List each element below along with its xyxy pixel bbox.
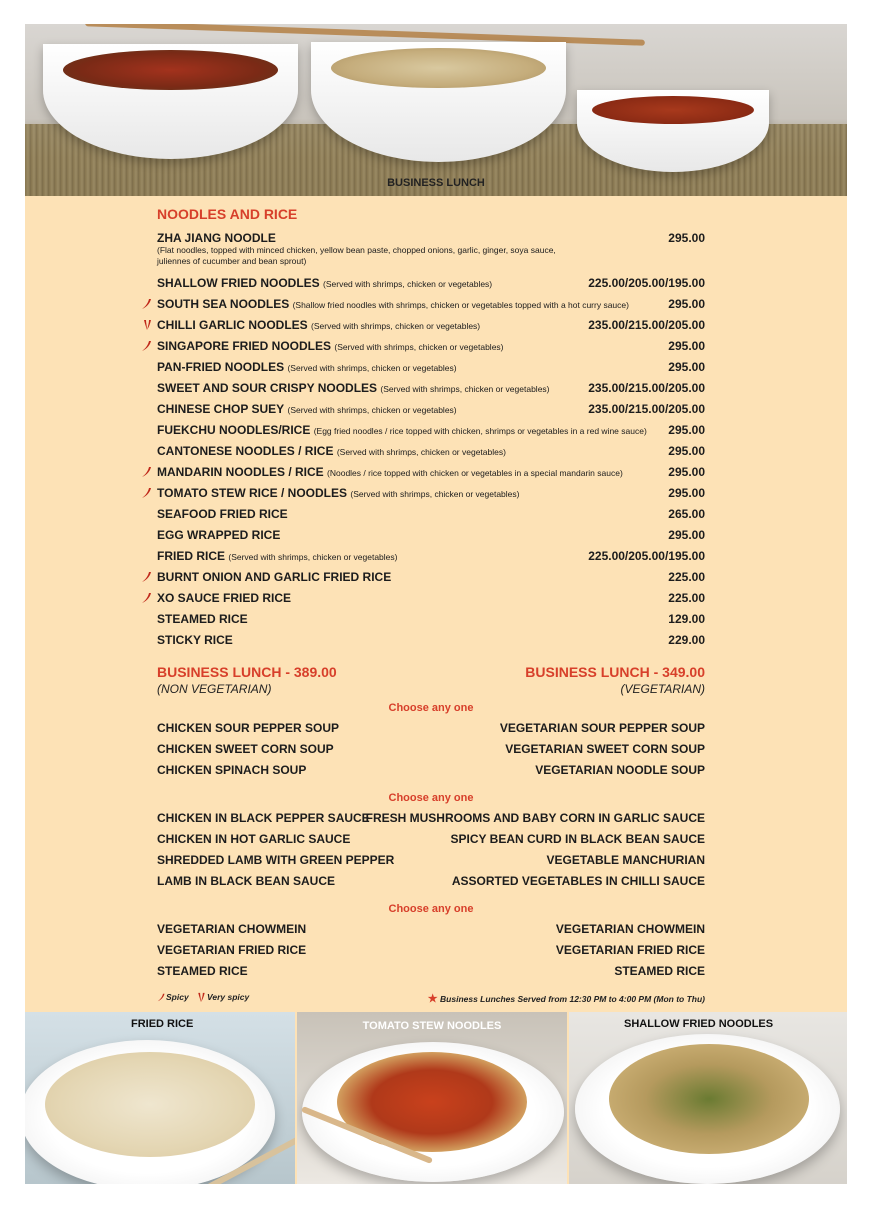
item-price: 129.00 bbox=[668, 612, 705, 626]
item-name: SEAFOOD FRIED RICE bbox=[157, 507, 288, 521]
veg-option: STEAMED RICE bbox=[614, 964, 705, 978]
menu-item bbox=[157, 231, 705, 276]
menu-item bbox=[157, 297, 705, 318]
menu-item bbox=[157, 549, 705, 570]
nonveg-option: CHICKEN SOUR PEPPER SOUP bbox=[157, 721, 340, 735]
item-description: (Served with shrimps, chicken or vegetables) bbox=[380, 384, 550, 394]
menu-item bbox=[157, 276, 705, 297]
choose-any-one-label: Choose any one bbox=[388, 792, 474, 804]
top-food-photo bbox=[25, 24, 847, 196]
caption-shallow-fried-noodles: SHALLOW FRIED NOODLES bbox=[624, 1018, 774, 1030]
section-title: NOODLES AND RICE bbox=[157, 206, 298, 222]
item-price: 295.00 bbox=[668, 231, 705, 245]
veg-option: VEGETABLE MANCHURIAN bbox=[546, 853, 705, 867]
lunch-option-row bbox=[157, 811, 705, 832]
item-price: 235.00/215.00/205.00 bbox=[588, 318, 705, 332]
item-name: SHALLOW FRIED NOODLES bbox=[157, 276, 320, 290]
veg-option: VEGETARIAN NOODLE SOUP bbox=[535, 763, 705, 777]
menu-item bbox=[157, 360, 705, 381]
item-description: (Noodles / rice topped with chicken or vegetables in a special mandarin sauce) bbox=[327, 468, 623, 478]
item-name: FRIED RICE bbox=[157, 549, 226, 563]
veg-option: VEGETARIAN SOUR PEPPER SOUP bbox=[499, 721, 705, 735]
item-price: 295.00 bbox=[668, 486, 705, 500]
chili-icon bbox=[141, 571, 153, 583]
chili-icon bbox=[141, 298, 153, 310]
menu-item bbox=[157, 423, 705, 444]
menu-page bbox=[25, 24, 847, 1184]
fried-rice-dish bbox=[45, 1052, 255, 1157]
menu-item bbox=[157, 318, 705, 339]
item-price: 265.00 bbox=[668, 507, 705, 521]
item-name: CHILLI GARLIC NOODLES bbox=[157, 318, 308, 332]
business-lunch-header bbox=[157, 664, 705, 700]
choose-any-one-label: Choose any one bbox=[388, 903, 474, 915]
item-name: ZHA JIANG NOODLE bbox=[157, 231, 276, 245]
item-description: (Served with shrimps, chicken or vegetables) bbox=[350, 489, 520, 499]
lunch-hours-text: Business Lunches Served from 12:30 PM to 4:00 PM (Mon to Thu) bbox=[440, 994, 705, 1004]
business-lunch-choices bbox=[157, 700, 705, 985]
item-price: 225.00/205.00/195.00 bbox=[588, 276, 705, 290]
lunch-option-row bbox=[157, 853, 705, 874]
item-name: TOMATO STEW RICE / NOODLES bbox=[157, 486, 348, 500]
menu-items bbox=[157, 231, 705, 654]
lunch-option-row bbox=[157, 964, 705, 985]
item-price: 295.00 bbox=[668, 360, 705, 374]
business-lunch-nonveg-sub: (NON VEGETARIAN) bbox=[157, 682, 272, 696]
legend-spicy-label: Spicy bbox=[166, 992, 189, 1002]
item-name: XO SAUCE FRIED RICE bbox=[157, 591, 292, 605]
menu-item bbox=[157, 528, 705, 549]
item-name: PAN-FRIED NOODLES bbox=[157, 360, 285, 374]
item-description: (Served with shrimps, chicken or vegetables) bbox=[334, 342, 504, 352]
photo-tomato-stew-noodles bbox=[297, 1012, 567, 1184]
nonveg-option: CHICKEN IN BLACK PEPPER SAUCE bbox=[157, 811, 370, 825]
chili-icon bbox=[141, 340, 153, 352]
legend bbox=[157, 990, 705, 1008]
item-price: 295.00 bbox=[668, 528, 705, 542]
bottom-photos bbox=[25, 1012, 847, 1184]
nonveg-option: LAMB IN BLACK BEAN SAUCE bbox=[157, 874, 335, 888]
item-name: BURNT ONION AND GARLIC FRIED RICE bbox=[157, 570, 392, 584]
lunch-option-row bbox=[157, 922, 705, 943]
item-description: (Served with shrimps, chicken or vegetables) bbox=[228, 552, 398, 562]
nonveg-option: CHICKEN SPINACH SOUP bbox=[157, 763, 307, 777]
veg-option: VEGETARIAN CHOWMEIN bbox=[555, 922, 705, 936]
lunch-option-row bbox=[157, 832, 705, 853]
item-name: SOUTH SEA NOODLES bbox=[157, 297, 290, 311]
nonveg-option: STEAMED RICE bbox=[157, 964, 248, 978]
menu-item bbox=[157, 612, 705, 633]
menu-item bbox=[157, 591, 705, 612]
item-description: (Shallow fried noodles with shrimps, chicken or vegetables topped with a hot curry sauce) bbox=[292, 300, 629, 310]
item-description: (Served with shrimps, chicken or vegetables) bbox=[287, 363, 457, 373]
banner-title: BUSINESS LUNCH bbox=[387, 177, 485, 189]
item-description: (Flat noodles, topped with minced chicken, yellow bean paste, chopped onions, garlic, ginger, soya sauce, juliennes of cucumber and bean sprout) bbox=[157, 245, 556, 266]
nonveg-option: CHICKEN SWEET CORN SOUP bbox=[157, 742, 334, 756]
item-description: (Egg fried noodles / rice topped with chicken, shrimps or vegetables in a red wine sauce) bbox=[313, 426, 647, 436]
menu-item bbox=[157, 570, 705, 591]
item-price: 225.00 bbox=[668, 591, 705, 605]
veg-option: SPICY BEAN CURD IN BLACK BEAN SAUCE bbox=[450, 832, 705, 846]
item-description: (Served with shrimps, chicken or vegetables) bbox=[323, 279, 493, 289]
star-icon: ★ bbox=[427, 993, 438, 1005]
menu-item bbox=[157, 402, 705, 423]
item-name: STEAMED RICE bbox=[157, 612, 248, 626]
legend-very-spicy-label: Very spicy bbox=[207, 992, 250, 1002]
business-lunch-veg-sub: (VEGETARIAN) bbox=[620, 682, 705, 696]
menu-item bbox=[157, 486, 705, 507]
item-name: STICKY RICE bbox=[157, 633, 233, 647]
menu-item bbox=[157, 465, 705, 486]
lunch-option-row bbox=[157, 742, 705, 763]
item-price: 295.00 bbox=[668, 423, 705, 437]
menu-item bbox=[157, 381, 705, 402]
item-name: CANTONESE NOODLES / RICE bbox=[157, 444, 334, 458]
item-name: SINGAPORE FRIED NOODLES bbox=[157, 339, 332, 353]
item-name: SWEET AND SOUR CRISPY NOODLES bbox=[157, 381, 378, 395]
photo-shallow-fried-noodles bbox=[569, 1012, 847, 1184]
lunch-hours-note bbox=[428, 992, 705, 1005]
nonveg-option: VEGETARIAN FRIED RICE bbox=[157, 943, 307, 957]
item-price: 295.00 bbox=[668, 444, 705, 458]
veg-option: VEGETARIAN FRIED RICE bbox=[555, 943, 705, 957]
business-lunch-nonveg-title: BUSINESS LUNCH - 389.00 bbox=[157, 664, 337, 680]
item-name: MANDARIN NOODLES / RICE bbox=[157, 465, 324, 479]
item-description: (Served with shrimps, chicken or vegetables) bbox=[311, 321, 481, 331]
lunch-option-row bbox=[157, 874, 705, 895]
business-lunch-veg-title: BUSINESS LUNCH - 349.00 bbox=[525, 664, 705, 680]
item-price: 295.00 bbox=[668, 297, 705, 311]
menu-content bbox=[157, 204, 705, 1008]
legend-very-spicy bbox=[195, 992, 249, 1003]
item-price: 295.00 bbox=[668, 465, 705, 479]
item-price: 235.00/215.00/205.00 bbox=[588, 381, 705, 395]
shallow-fried-noodles-dish bbox=[609, 1044, 809, 1154]
double-chili-icon bbox=[141, 319, 153, 331]
chili-icon bbox=[141, 487, 153, 499]
item-name: CHINESE CHOP SUEY bbox=[157, 402, 285, 416]
veg-option: ASSORTED VEGETABLES IN CHILLI SAUCE bbox=[451, 874, 705, 888]
double-chili-icon bbox=[195, 992, 207, 1003]
item-price: 295.00 bbox=[668, 339, 705, 353]
item-price: 225.00 bbox=[668, 570, 705, 584]
chili-icon bbox=[141, 466, 153, 478]
veg-option: FRESH MUSHROOMS AND BABY CORN IN GARLIC SAUCE bbox=[365, 811, 705, 825]
item-price: 225.00/205.00/195.00 bbox=[588, 549, 705, 563]
nonveg-option: CHICKEN IN HOT GARLIC SAUCE bbox=[157, 832, 351, 846]
nonveg-option: SHREDDED LAMB WITH GREEN PEPPER bbox=[157, 853, 395, 867]
chili-icon bbox=[141, 592, 153, 604]
caption-fried-rice: FRIED RICE bbox=[131, 1018, 194, 1030]
item-description: (Served with shrimps, chicken or vegetables) bbox=[336, 447, 506, 457]
item-name: FUEKCHU NOODLES/RICE bbox=[157, 423, 311, 437]
menu-item bbox=[157, 444, 705, 465]
nonveg-option: VEGETARIAN CHOWMEIN bbox=[157, 922, 307, 936]
lunch-option-row bbox=[157, 943, 705, 964]
item-description: (Served with shrimps, chicken or vegetables) bbox=[287, 405, 457, 415]
chili-icon bbox=[157, 992, 166, 1003]
menu-item bbox=[157, 339, 705, 360]
lunch-option-row bbox=[157, 763, 705, 784]
veg-option: VEGETARIAN SWEET CORN SOUP bbox=[505, 742, 705, 756]
legend-spicy bbox=[157, 992, 189, 1003]
lunch-option-row bbox=[157, 721, 705, 742]
item-name: EGG WRAPPED RICE bbox=[157, 528, 281, 542]
menu-item bbox=[157, 633, 705, 654]
item-price: 235.00/215.00/205.00 bbox=[588, 402, 705, 416]
photo-fried-rice bbox=[25, 1012, 295, 1184]
menu-item bbox=[157, 507, 705, 528]
caption-tomato-stew-noodles: TOMATO STEW NOODLES bbox=[362, 1020, 502, 1032]
item-price: 229.00 bbox=[668, 633, 705, 647]
choose-any-one-label: Choose any one bbox=[388, 702, 474, 714]
